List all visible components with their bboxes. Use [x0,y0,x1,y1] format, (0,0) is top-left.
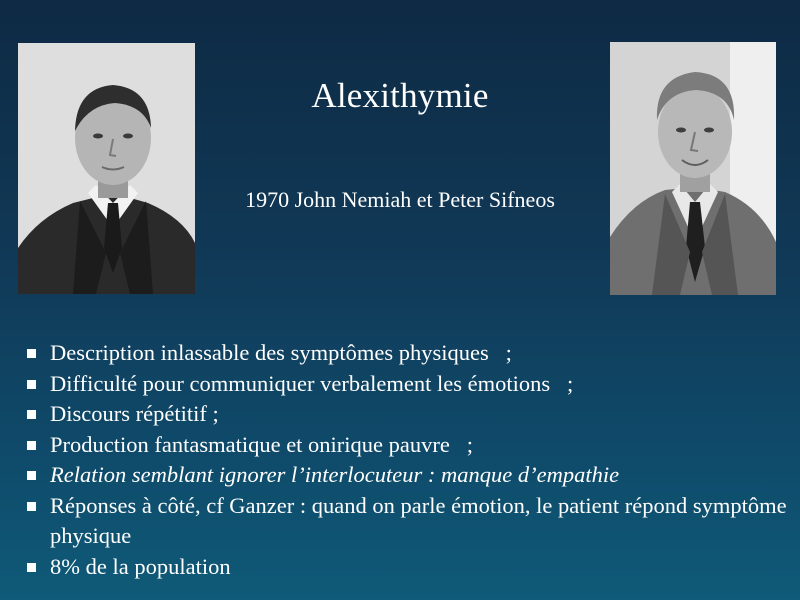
bullet-text: 8% de la population [50,553,231,579]
bullet-item [26,552,786,583]
portrait-left-image [18,43,195,294]
square-bullet-icon [27,441,36,450]
square-bullet-icon [27,349,36,358]
bullet-item [26,460,786,491]
bullet-list [26,338,786,582]
portrait-right-image [610,42,776,295]
slide-subtitle: 1970 John Nemiah et Peter Sifneos [245,187,555,212]
bullet-text: Difficulté pour communiquer verbalement les émotions ; [50,370,574,396]
slide-title: Alexithymie [311,76,489,115]
bullet-text: Relation semblant ignorer l’interlocuteur : manque d’empathie [50,462,620,487]
square-bullet-icon [27,502,36,511]
square-bullet-icon [27,563,36,572]
bullet-text: Discours répétitif ; [50,401,219,426]
bullet-item [26,338,786,369]
bullet-text: Réponses à côté, cf Ganzer : quand on parle émotion, le patient répond symptôme physique [50,492,787,548]
square-bullet-icon [27,380,36,389]
square-bullet-icon [27,471,36,480]
bullet-item [26,491,790,552]
bullet-item [26,430,786,461]
bullet-text: Production fantasmatique et onirique pauvre ; [50,431,474,457]
bullet-item [26,369,786,400]
portrait-photo-right [610,42,776,295]
square-bullet-icon [27,410,36,419]
portrait-photo-left [18,43,195,294]
bullet-text: Description inlassable des symptômes physiques ; [50,340,512,365]
bullet-item [26,399,786,430]
